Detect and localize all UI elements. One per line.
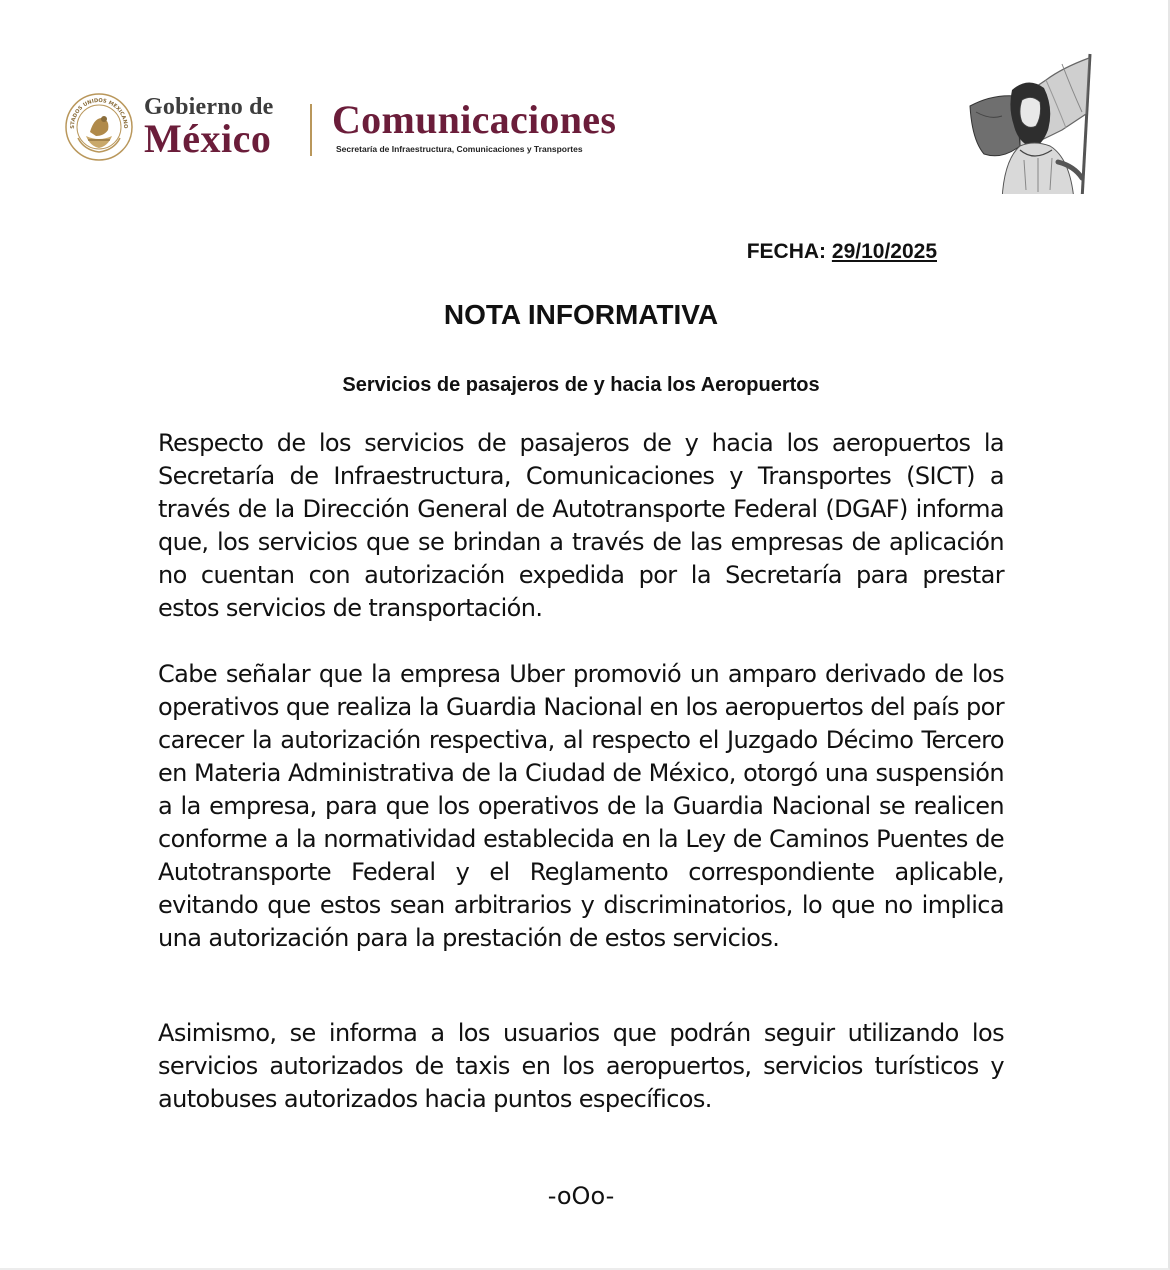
woman-with-flag-illustration — [962, 50, 1112, 202]
logo-divider — [310, 104, 312, 156]
logo-line-mexico: México — [144, 116, 272, 161]
body-paragraph: Cabe señalar que la empresa Uber promovió un amparo derivado de los operativos que realiza la Guardia Nacional en los aeropuertos del país por carecer la autorización respectiva, al respecto el Juzgado Décimo Tercero en Materia Administrativa de la Ciudad de México, otorgó una suspensión a la empresa, para que los operativos de la Guardia Nacional se realicen conforme a la normatividad establecida en la Ley de Caminos Puentes de Autotransporte Federal y el Reglamento correspondiente aplicable, evitando que estos sean arbitrarios y discriminatorios, lo que no implica una autorización para la prestación de estos servicios. — [158, 660, 1004, 952]
letterhead — [62, 88, 662, 168]
secretaria-subtitle: Secretaría de Infraestructura, Comunicaciones y Transportes — [336, 144, 583, 154]
body-paragraph: Asimismo, se informa a los usuarios que podrán seguir utilizando los servicios autorizados de taxis en los aeropuertos, servicios turísticos y autobuses autorizados hacia puntos específicos. — [158, 1019, 1004, 1113]
document-title: NOTA INFORMATIVA — [443, 299, 719, 330]
date-label: FECHA: — [746, 240, 827, 263]
closing-mark: -oOo- — [547, 1182, 615, 1210]
logo-line-gobierno: Gobierno de — [144, 94, 274, 120]
secretaria-title: Comunicaciones — [332, 97, 617, 142]
seal-text: STADOS UNIDOS MEXICANO — [69, 97, 129, 129]
secretaria-logo — [332, 97, 617, 154]
mexican-coat-of-arms-icon — [64, 92, 134, 162]
gobierno-de-mexico-logo — [144, 94, 274, 161]
date-value: 29/10/2025 — [831, 240, 937, 263]
body-paragraph: Respecto de los servicios de pasajeros de y hacia los aeropuertos la Secretaría de Infraestructura, Comunicaciones y Transportes (SICT) a través de la Dirección General de Autotransporte Federal (DGAF) informa que, los servicios que se brindan a través de las empresas de aplicación no cuentan con autorización expedida por la Secretaría para prestar estos servicios de transportación. — [158, 429, 1004, 622]
document-subtitle: Servicios de pasajeros de y hacia los Aeropuertos — [342, 374, 820, 396]
document-date — [747, 240, 937, 264]
